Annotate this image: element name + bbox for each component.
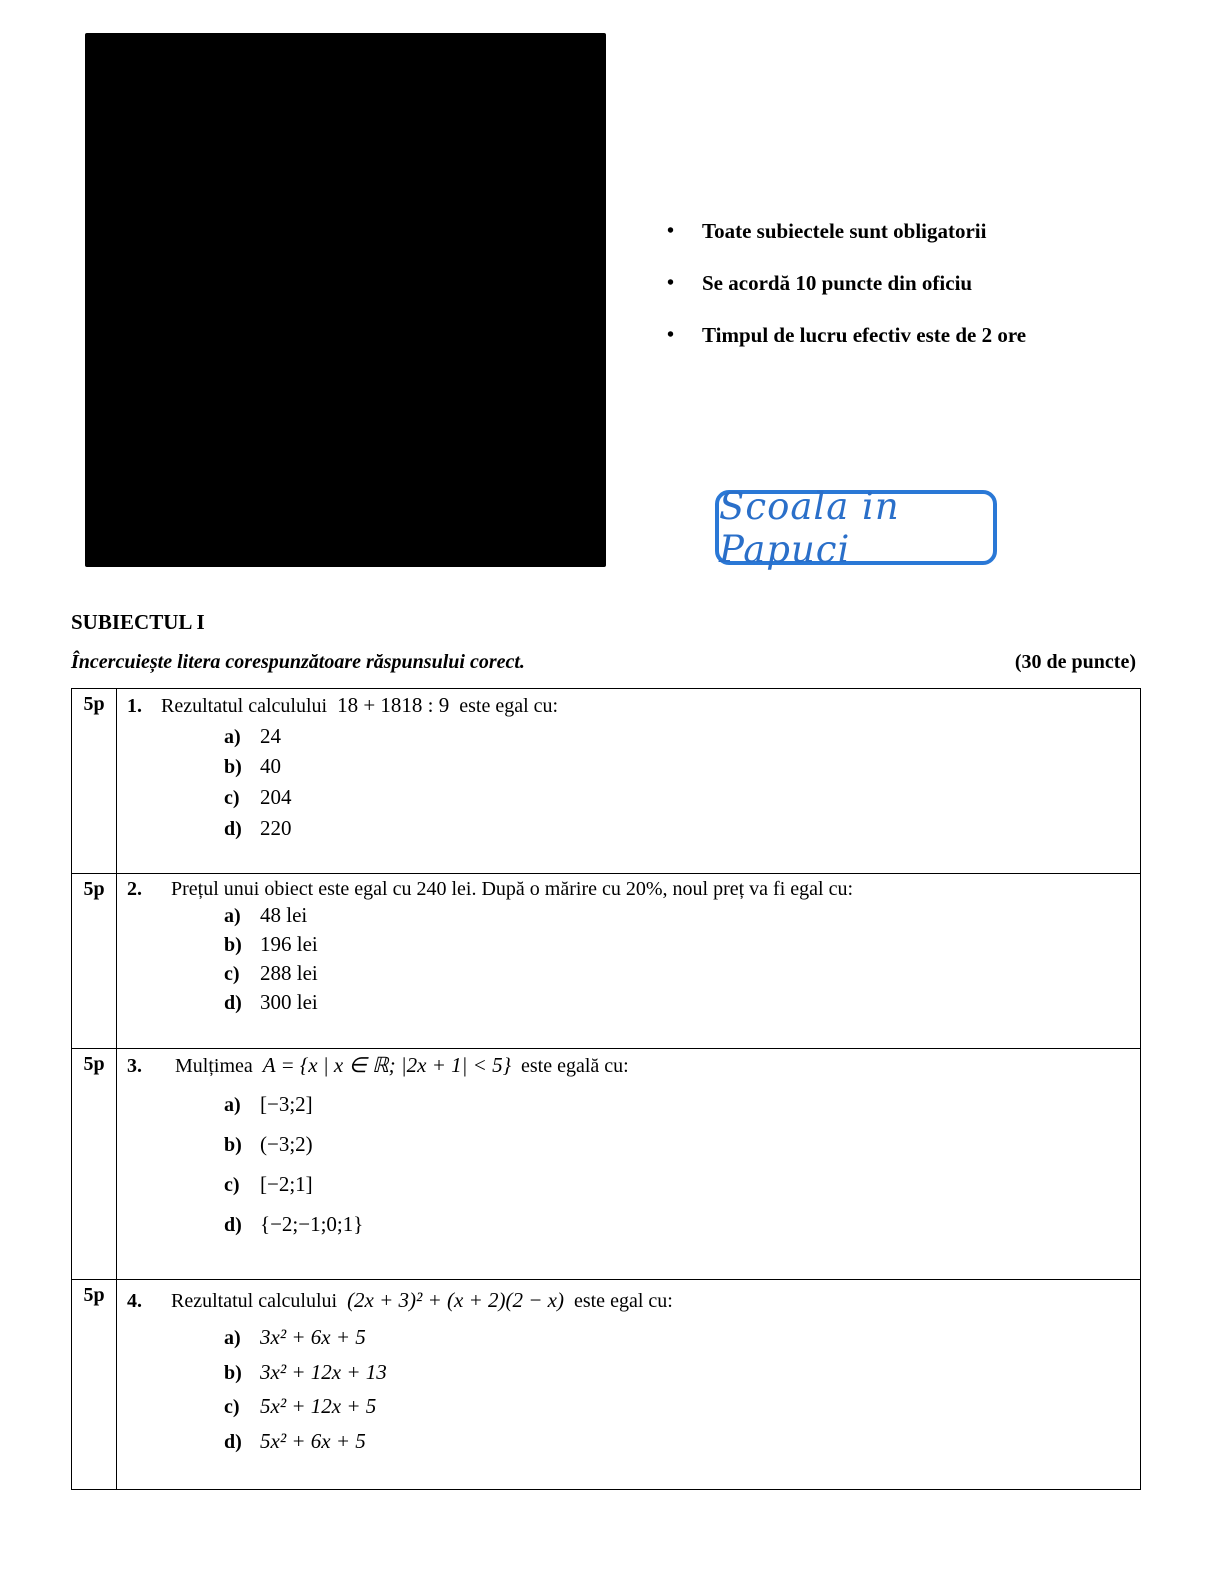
bullet-icon: •	[667, 272, 675, 294]
answer-options	[224, 724, 1140, 847]
rule-item: • Timpul de lucru efectiv este de 2 ore	[667, 320, 1026, 372]
answer-option[interactable]: c) 5x² + 12x + 5	[224, 1394, 377, 1418]
math-expression: A = {x | x ∈ ℝ; |2x + 1| < 5}	[262, 1053, 511, 1077]
answer-option[interactable]: d) 5x² + 6x + 5	[224, 1429, 366, 1453]
section-points: (30 de puncte)	[1014, 651, 1136, 673]
answer-option[interactable]: b) 3x² + 12x + 13	[224, 1360, 387, 1384]
exam-rules-list	[667, 216, 1026, 372]
answer-option[interactable]: a) 3x² + 6x + 5	[224, 1325, 366, 1349]
question-prompt: 1. Rezultatul calculului 18 + 1818 : 9 este egal cu:	[127, 693, 559, 717]
section-title: SUBIECTUL I	[71, 610, 205, 634]
answer-option[interactable]: d) {−2;−1;0;1}	[224, 1212, 364, 1236]
rule-item: • Toate subiectele sunt obligatorii	[667, 216, 1026, 268]
question-body	[117, 1049, 1141, 1280]
question-row	[72, 1049, 1141, 1280]
question-prompt: 4. Rezultatul calculului (2x + 3)² + (x + 2)(2 − x) este egal cu:	[127, 1288, 673, 1312]
answer-option[interactable]: a) 24	[224, 724, 281, 748]
question-body	[117, 1280, 1141, 1490]
answer-option[interactable]: c) [−2;1]	[224, 1172, 313, 1196]
questions-table	[71, 688, 1141, 1490]
redacted-header-block	[85, 33, 606, 567]
question-row	[72, 874, 1141, 1049]
question-row	[72, 689, 1141, 874]
logo: Scoala in Papuci	[715, 490, 997, 565]
answer-option[interactable]: a) [−3;2]	[224, 1092, 313, 1116]
question-prompt: 3. Mulțimea A = {x | x ∈ ℝ; |2x + 1| < 5} este egală cu:	[127, 1053, 629, 1077]
answer-option[interactable]: c) 288 lei	[224, 961, 318, 985]
answer-options	[224, 1092, 1140, 1252]
question-points: 5p	[72, 874, 117, 1049]
math-expression: (2x + 3)² + (x + 2)(2 − x)	[347, 1288, 564, 1312]
answer-option[interactable]: a) 48 lei	[224, 903, 308, 927]
rule-item: • Se acordă 10 puncte din oficiu	[667, 268, 1026, 320]
question-body	[117, 689, 1141, 874]
bullet-icon: •	[667, 324, 675, 346]
question-points: 5p	[72, 1049, 117, 1280]
question-prompt: 2. Prețul unui obiect este egal cu 240 lei. După o mărire cu 20%, noul preț va fi egal cu:	[127, 878, 854, 900]
question-body	[117, 874, 1141, 1049]
question-points: 5p	[72, 689, 117, 874]
answer-options	[224, 1325, 1140, 1463]
answer-option[interactable]: d) 220	[224, 816, 292, 840]
answer-option[interactable]: b) 196 lei	[224, 932, 318, 956]
math-expression: 18 + 1818 : 9	[337, 693, 450, 717]
answer-option[interactable]: d) 300 lei	[224, 990, 318, 1014]
answer-option[interactable]: b) (−3;2)	[224, 1132, 313, 1156]
section-instruction: Încercuiește litera corespunzătoare răspunsului corect.	[71, 651, 525, 673]
answer-option[interactable]: c) 204	[224, 785, 292, 809]
bullet-icon: •	[667, 220, 675, 242]
answer-options	[224, 903, 1140, 1019]
answer-option[interactable]: b) 40	[224, 754, 281, 778]
question-row	[72, 1280, 1141, 1490]
question-points: 5p	[72, 1280, 117, 1490]
